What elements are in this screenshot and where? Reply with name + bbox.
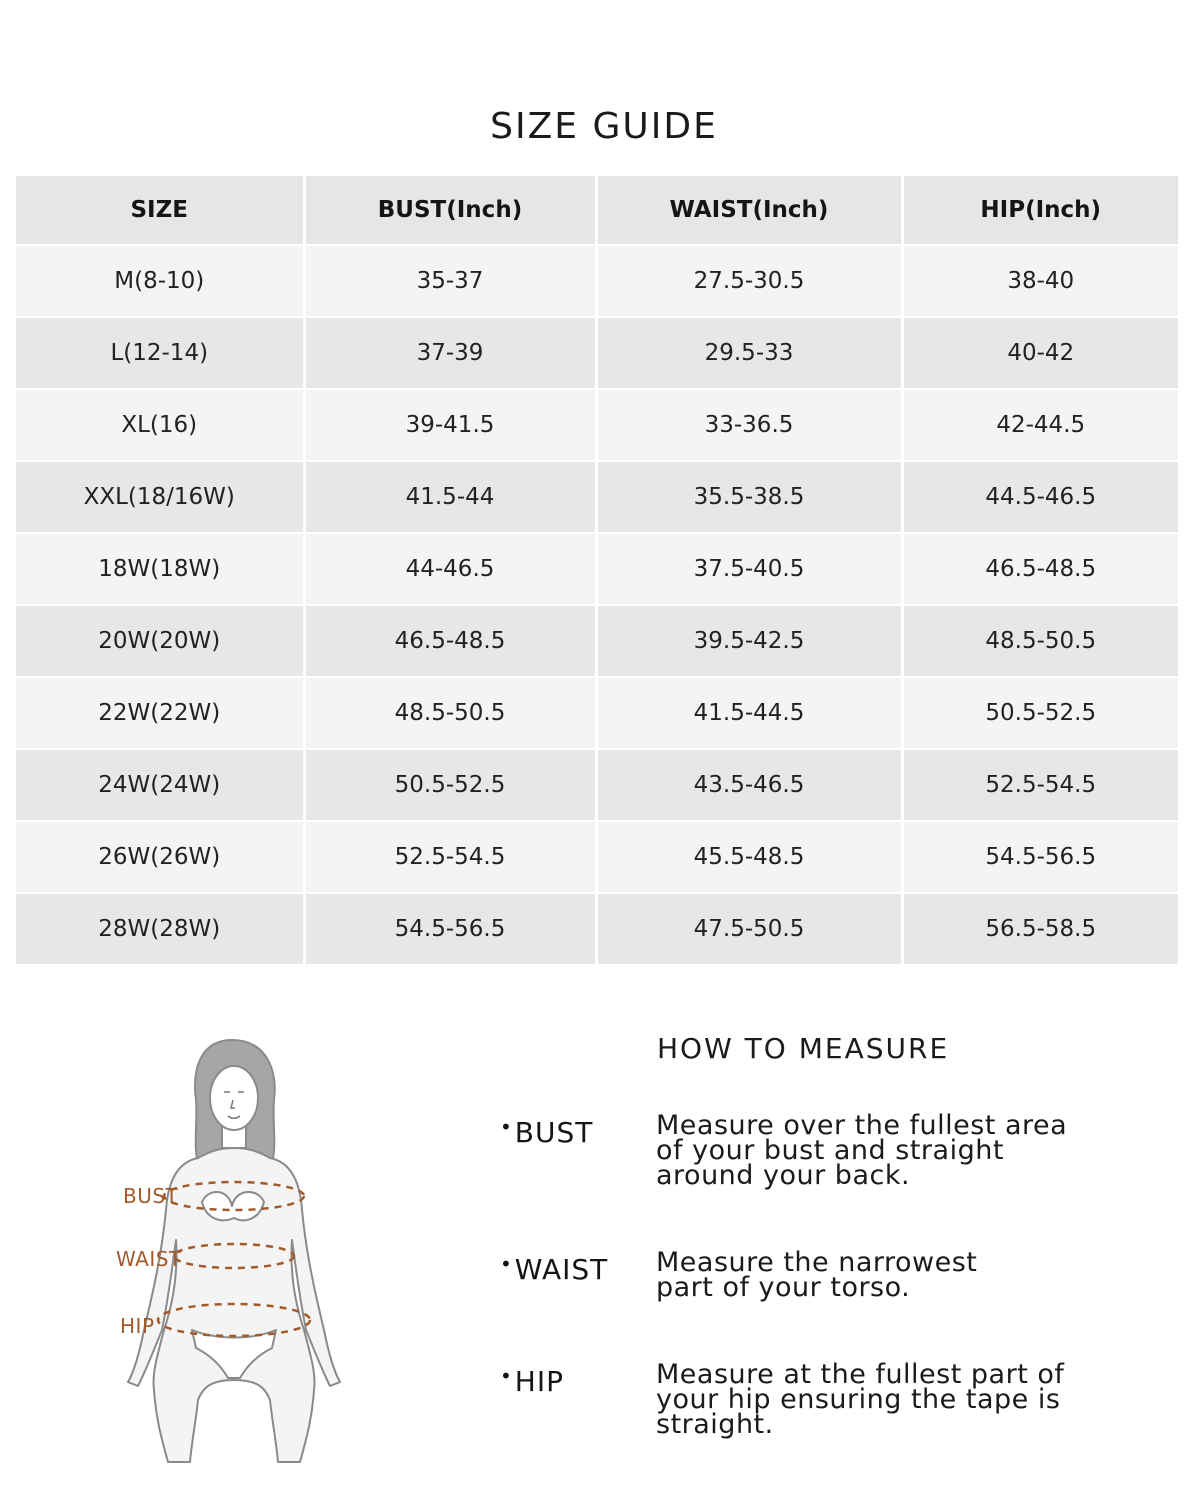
cell-hip: 42-44.5 bbox=[902, 389, 1178, 461]
cell-hip: 46.5-48.5 bbox=[902, 533, 1178, 605]
description-line: of your bust and straight bbox=[656, 1135, 1004, 1166]
description-line: Measure at the fullest part of bbox=[656, 1359, 1065, 1390]
cell-bust: 35-37 bbox=[304, 245, 596, 317]
bullet-icon: • bbox=[500, 1115, 513, 1139]
cell-bust: 39-41.5 bbox=[304, 389, 596, 461]
cell-hip: 54.5-56.5 bbox=[902, 821, 1178, 893]
cell-bust: 54.5-56.5 bbox=[304, 893, 596, 965]
cell-waist: 33-36.5 bbox=[596, 389, 902, 461]
cell-waist: 39.5-42.5 bbox=[596, 605, 902, 677]
table-row bbox=[16, 533, 1178, 605]
measure-key: BUST bbox=[514, 1116, 594, 1149]
cell-size: 26W(26W) bbox=[16, 821, 304, 893]
description-line: straight. bbox=[656, 1409, 774, 1440]
cell-waist: 37.5-40.5 bbox=[596, 533, 902, 605]
table-row bbox=[16, 749, 1178, 821]
table-row bbox=[16, 389, 1178, 461]
cell-hip: 50.5-52.5 bbox=[902, 677, 1178, 749]
description-line: around your back. bbox=[656, 1160, 911, 1191]
description-line: part of your torso. bbox=[656, 1272, 911, 1303]
page-title: SIZE GUIDE bbox=[490, 106, 718, 147]
bullet-icon: • bbox=[500, 1252, 513, 1276]
cell-waist: 43.5-46.5 bbox=[596, 749, 902, 821]
cell-waist: 27.5-30.5 bbox=[596, 245, 902, 317]
cell-hip: 38-40 bbox=[902, 245, 1178, 317]
cell-hip: 44.5-46.5 bbox=[902, 461, 1178, 533]
cell-bust: 41.5-44 bbox=[304, 461, 596, 533]
cell-bust: 37-39 bbox=[304, 317, 596, 389]
cell-bust: 48.5-50.5 bbox=[304, 677, 596, 749]
header-waist: WAIST(Inch) bbox=[596, 175, 902, 245]
cell-bust: 52.5-54.5 bbox=[304, 821, 596, 893]
cell-size: 24W(24W) bbox=[16, 749, 304, 821]
cell-size: 28W(28W) bbox=[16, 893, 304, 965]
description-line: Measure the narrowest bbox=[656, 1247, 978, 1278]
table-row bbox=[16, 677, 1178, 749]
description-line: your hip ensuring the tape is bbox=[656, 1384, 1061, 1415]
cell-hip: 48.5-50.5 bbox=[902, 605, 1178, 677]
cell-waist: 45.5-48.5 bbox=[596, 821, 902, 893]
cell-size: L(12-14) bbox=[16, 317, 304, 389]
measurement-figure bbox=[100, 1030, 370, 1470]
cell-hip: 40-42 bbox=[902, 317, 1178, 389]
cell-size: 18W(18W) bbox=[16, 533, 304, 605]
header-bust: BUST(Inch) bbox=[304, 175, 596, 245]
header-size: SIZE bbox=[16, 175, 304, 245]
size-table bbox=[16, 174, 1178, 966]
how-to-measure-title: HOW TO MEASURE bbox=[657, 1032, 950, 1065]
cell-size: M(8-10) bbox=[16, 245, 304, 317]
measure-key: HIP bbox=[514, 1365, 564, 1398]
cell-waist: 41.5-44.5 bbox=[596, 677, 902, 749]
bust-label: BUST bbox=[123, 1184, 179, 1208]
cell-waist: 29.5-33 bbox=[596, 317, 902, 389]
cell-waist: 47.5-50.5 bbox=[596, 893, 902, 965]
cell-size: XL(16) bbox=[16, 389, 304, 461]
hip-label: HIP bbox=[120, 1314, 155, 1338]
cell-size: XXL(18/16W) bbox=[16, 461, 304, 533]
cell-hip: 56.5-58.5 bbox=[902, 893, 1178, 965]
measure-description bbox=[656, 1247, 1076, 1303]
description-line: Measure over the fullest area bbox=[656, 1110, 1068, 1141]
cell-size: 22W(22W) bbox=[16, 677, 304, 749]
table-row bbox=[16, 821, 1178, 893]
table-row bbox=[16, 461, 1178, 533]
bullet-icon: • bbox=[500, 1364, 513, 1388]
table-header-row bbox=[16, 175, 1178, 245]
cell-size: 20W(20W) bbox=[16, 605, 304, 677]
measure-description bbox=[656, 1359, 1076, 1440]
cell-bust: 44-46.5 bbox=[304, 533, 596, 605]
table-row bbox=[16, 317, 1178, 389]
measure-description bbox=[656, 1110, 1076, 1191]
cell-hip: 52.5-54.5 bbox=[902, 749, 1178, 821]
table-row bbox=[16, 893, 1178, 965]
measure-key: WAIST bbox=[514, 1253, 609, 1286]
cell-waist: 35.5-38.5 bbox=[596, 461, 902, 533]
table-row bbox=[16, 245, 1178, 317]
cell-bust: 46.5-48.5 bbox=[304, 605, 596, 677]
cell-bust: 50.5-52.5 bbox=[304, 749, 596, 821]
header-hip: HIP(Inch) bbox=[902, 175, 1178, 245]
waist-label: WAIST bbox=[116, 1247, 182, 1271]
table-row bbox=[16, 605, 1178, 677]
